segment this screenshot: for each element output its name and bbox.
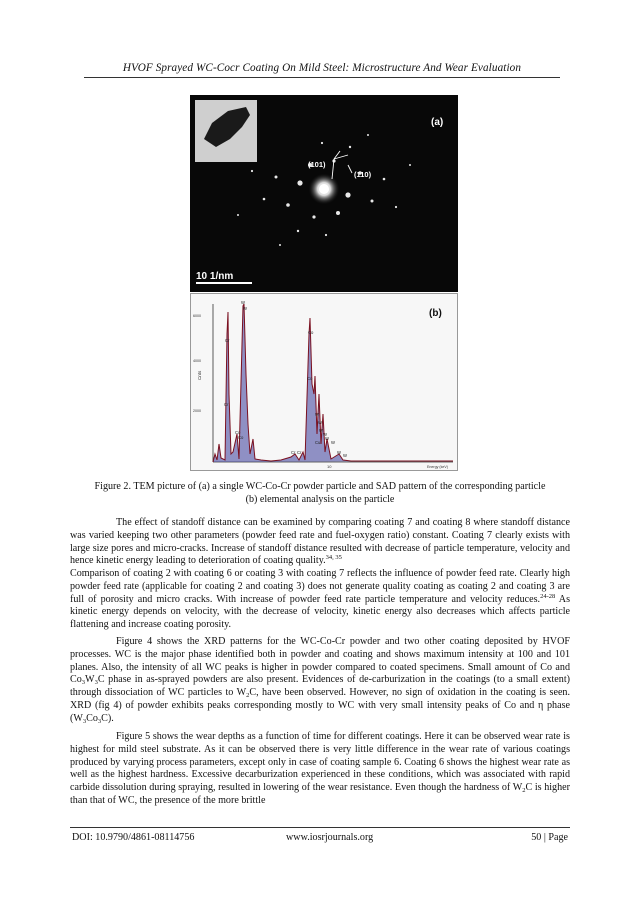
paragraph-xrd xyxy=(70,636,570,726)
footer-rule xyxy=(70,827,570,828)
paragraph-wear-text-b: C is higher than that of WC, the presence of the more brittle xyxy=(70,782,570,806)
svg-text:W: W xyxy=(318,420,322,425)
svg-text:W: W xyxy=(331,440,335,445)
svg-text:Cr: Cr xyxy=(224,402,229,407)
svg-text:Co: Co xyxy=(235,430,241,435)
svg-text:W: W xyxy=(325,436,329,441)
svg-text:Cu: Cu xyxy=(315,440,321,445)
figure-panel-a-tem-image xyxy=(190,95,458,292)
paragraph-feed-rate xyxy=(70,568,570,632)
subscript-3c: 3 xyxy=(82,717,87,725)
running-header: HVOF Sprayed WC-Cocr Coating On Mild Steel: Microstructure And Wear Evaluation xyxy=(122,62,522,74)
label-101: (101) xyxy=(308,160,326,169)
svg-text:Co: Co xyxy=(238,435,244,440)
svg-text:Cr: Cr xyxy=(291,450,296,455)
paragraph-xrd-text-a: Figure 4 shows the XRD patterns for the WC-Co-Cr powder and two other coating deposited by HVOF processes. WC is the major phase identified both in powder and coating and shows maximum intensity at 100 and 101 planes. Also, the intensity of all WC peaks is higher in powder compared to coated specimens. Small amount of Co and Co xyxy=(70,636,570,686)
svg-text:W: W xyxy=(319,428,323,433)
subscript-3a: 3 xyxy=(81,679,86,687)
subscript-3b: 3 xyxy=(94,679,98,687)
sad-pattern-graphic xyxy=(190,95,458,292)
paragraph-standoff-text: The effect of standoff distance can be examined by comparing coating 7 and coating 8 where standoff distance was varied keeping two other parameters (powder feed rate and fuel-oxygen ratio) constant. Coating 7 clearly exists with large size pores and micro-cracks. Increase of standoff distance resulted with decrease of particle temperature, velocity and hence kinetic energy leading to deterioration of coating quality. xyxy=(70,517,570,567)
paragraph-feed-rate-text-a: Comparison of coating 2 with coating 6 or coating 3 with coating 7 reflects the influence of powder feed rate. Clearly high powder feed rate (applicable for coating 2 and coating 3) does not generate quality coating as coating 2 and coating 3 are full of porosity and micro cracks. With increase of powder feed rate particle temperature and velocity reduces. xyxy=(70,568,570,605)
citation-34-35: 34, 35 xyxy=(325,554,342,562)
panel-b-label: (b) xyxy=(429,308,442,319)
eds-spectrum-graphic xyxy=(191,294,457,470)
svg-text:W: W xyxy=(315,412,319,417)
paragraph-wear-text-a: Figure 5 shows the wear depths as a function of time for different coatings. Here it can be observed wear rate is highest for mild steel substrate. As it can be observed there is very little difference in the wear rate of various coatings produced by varying process parameters, except only in case of coating sample 6. Coating 6 shows the highest wear rate as well as the highest hardness. Excessive decarburization experienced in these conditions, which was associated with rapid carbide dissolution during spraying, resulted in lowering of the wear resistance. Even though the hardness of W xyxy=(70,731,570,794)
scale-label: 10 1/nm xyxy=(196,271,234,282)
svg-text:Cr: Cr xyxy=(225,338,230,343)
paragraph-xrd-text-d: C, have been observed. However, no sign of oxidation in the coating is seen. XRD (fig 4) of powder exhibits peaks corresponding mostly to WC with very small intensity peaks of Co and η phase (W xyxy=(70,687,570,724)
footer-page-number: 50 | Page xyxy=(531,832,568,843)
y-tick-2000: 2000 xyxy=(193,409,201,413)
svg-text:Co: Co xyxy=(307,376,313,381)
paragraph-xrd-text-c: C phase in as-sprayed powders are also present. Evidences of de-carburization in the coatings (to a small extent) through dissociation of WC particles to W xyxy=(70,674,570,699)
paragraph-standoff xyxy=(70,517,570,568)
page-footer xyxy=(72,832,568,846)
svg-text:W: W xyxy=(243,306,247,311)
paragraph-feed-rate-text-b: As kinetic energy depends on velocity, with the decrease of velocity, kinetic energy also decreases which affects particle flattening and increase coating porosity. xyxy=(70,593,570,631)
y-axis-label: Cnts xyxy=(197,370,202,380)
caption-line-2: (b) elemental analysis on the particle xyxy=(245,494,395,505)
figure-caption xyxy=(70,480,570,506)
header-rule xyxy=(84,77,560,78)
x-tick-10: 10 xyxy=(327,464,332,469)
paragraph-xrd-text-e: Co xyxy=(86,712,98,724)
figure-panel-b-eds-spectrum xyxy=(190,293,458,471)
x-axis-label: Energy (keV) xyxy=(427,465,448,469)
y-tick-6000: 6000 xyxy=(193,314,201,318)
svg-text:W: W xyxy=(323,432,327,437)
citation-24-28: 24-28 xyxy=(540,592,556,600)
y-tick-4000: 4000 xyxy=(193,359,201,363)
paragraph-xrd-text-f: C). xyxy=(101,712,114,724)
svg-text:Co: Co xyxy=(308,330,314,335)
svg-text:Cr: Cr xyxy=(297,450,302,455)
subscript-2a: 2 xyxy=(246,692,250,700)
paragraph-wear xyxy=(70,731,570,808)
svg-text:W: W xyxy=(343,453,347,458)
svg-text:W: W xyxy=(241,300,245,305)
caption-line-1: Figure 2. TEM picture of (a) a single WC-Co-Cr powder particle and SAD pattern of the corresponding particle xyxy=(94,481,546,492)
panel-a-label: (a) xyxy=(431,117,444,128)
subscript-2b: 2 xyxy=(522,787,526,795)
footer-doi: DOI: 10.9790/4861-08114756 xyxy=(72,832,195,843)
label-110: (110) xyxy=(354,170,372,179)
subscript-3d: 3 xyxy=(97,717,102,725)
footer-url[interactable]: www.iosrjournals.org xyxy=(286,832,374,843)
svg-text:W: W xyxy=(337,450,341,455)
paragraph-xrd-text-b: W xyxy=(85,674,95,686)
